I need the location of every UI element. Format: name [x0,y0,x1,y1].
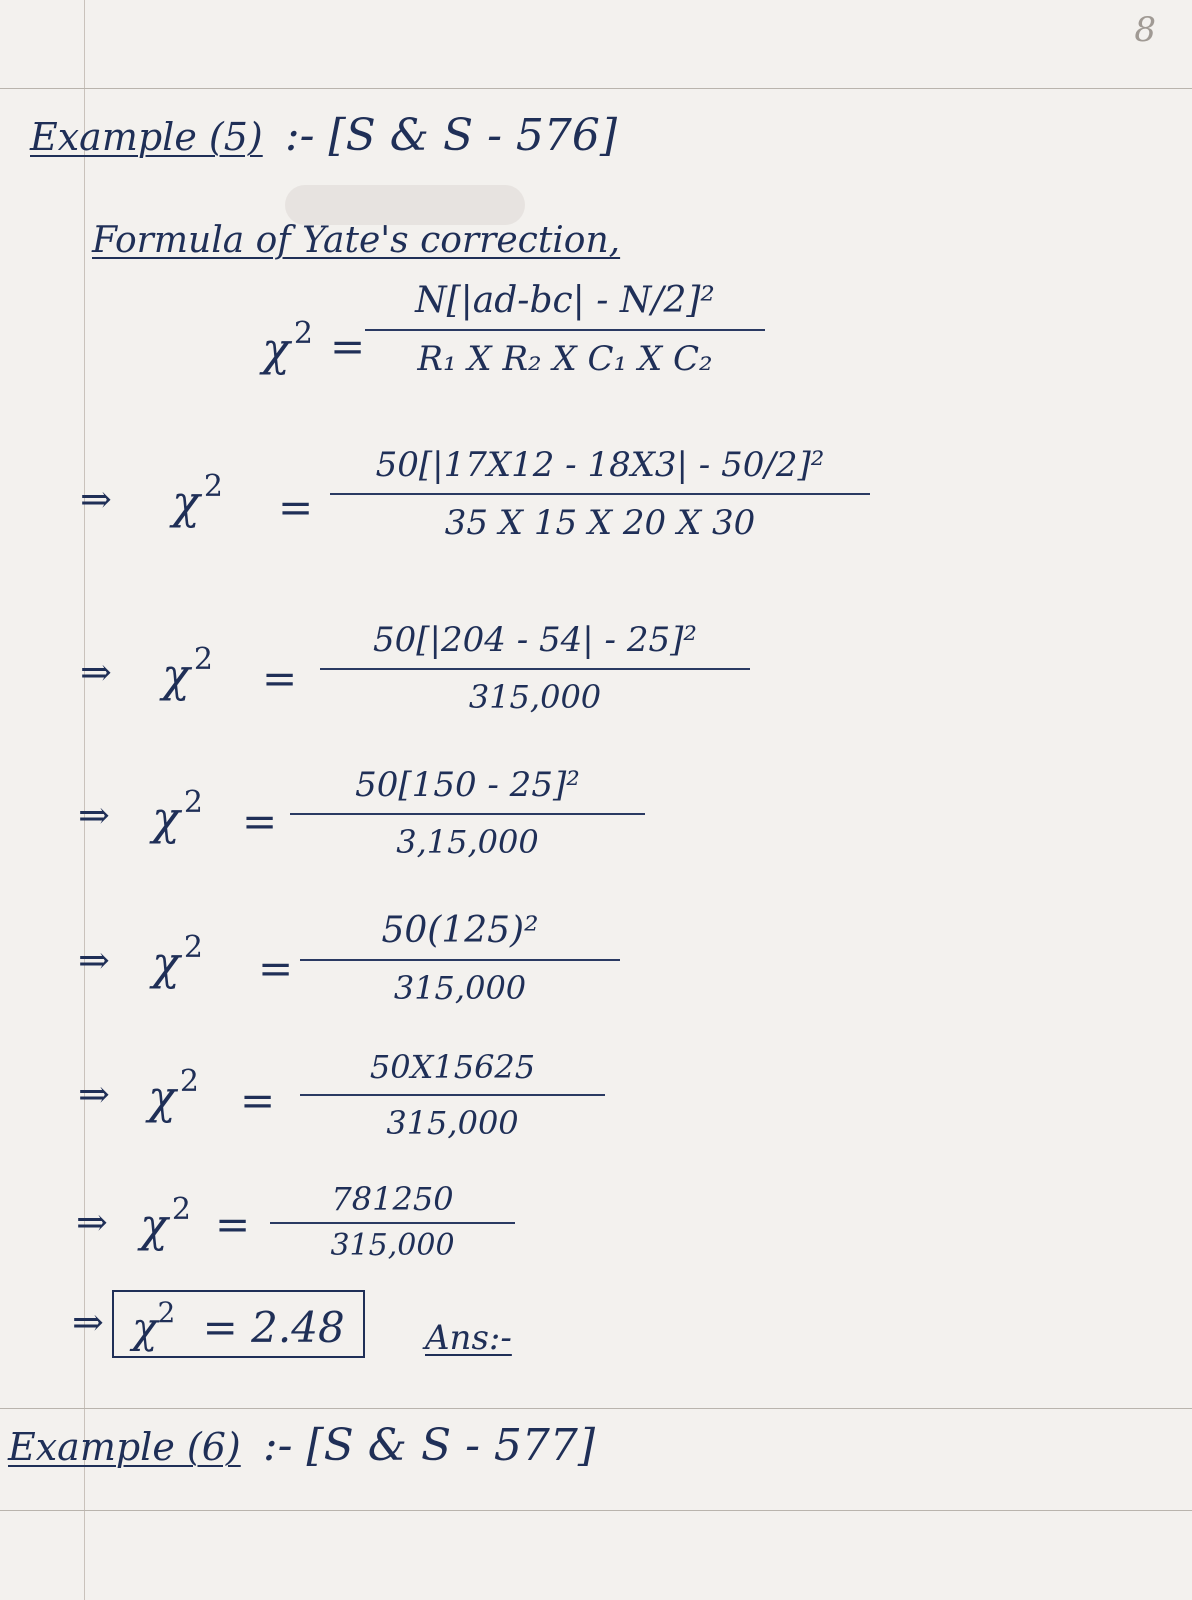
denominator: 35 X 15 X 20 X 30 [444,503,756,543]
implies-arrow: ⇒ [72,1300,104,1344]
fraction-bar [365,329,765,331]
step-4 [0,910,1192,1040]
step-3 [0,765,1192,895]
example-5-heading-row [30,110,617,161]
equals-sign: = [242,797,278,846]
step-5 [0,1048,1192,1168]
fraction [365,280,765,379]
fraction [300,1048,605,1142]
numerator: 50[150 - 25]² [355,765,580,805]
fraction [300,910,620,1007]
final-answer-box [112,1290,365,1358]
chi-square-symbol: χ $^2$ [140,1192,191,1252]
numerator: 50X15625 [369,1048,536,1086]
chi-square-symbol: χ $^2$ [172,469,223,529]
implies-arrow: ⇒ [80,477,112,521]
step-2 [0,620,1192,750]
fraction [290,765,645,861]
step-1 [0,445,1192,585]
denominator: 315,000 [386,1104,519,1142]
smudge [285,185,525,225]
denominator: 315,000 [330,1228,455,1263]
chi-square-symbol: χ $^2$ [148,1064,199,1124]
fraction-bar [330,493,870,495]
fraction [320,620,750,716]
formula-label: Formula of Yate's correction, [92,220,621,261]
denominator: R₁ X R₂ X C₁ X C₂ [417,339,713,379]
equals-sign: = [278,483,314,532]
equals-sign: = [330,322,366,371]
numerator: 50[|17X12 - 18X3| - 50/2]² [375,445,825,485]
chi-square-symbol: χ $^2$ [152,785,203,845]
page-number: 8 [1134,10,1156,50]
ruled-line [0,1510,1192,1511]
denominator: 315,000 [468,678,602,716]
denominator: 315,000 [393,969,527,1007]
fraction-bar [270,1222,515,1224]
fraction-bar [320,668,750,670]
example-5-ref: :- [S & S - 576] [284,110,618,161]
fraction-bar [290,813,645,815]
chi-square-symbol: $\chi^2$ [132,1296,176,1352]
numerator: N[|ad-bc| - N/2]² [415,280,715,321]
implies-arrow: ⇒ [78,793,110,837]
implies-arrow: ⇒ [78,1072,110,1116]
fraction [270,1180,515,1263]
numerator: 50(125)² [381,910,539,951]
chi-square-symbol: χ $^2$ [162,642,213,702]
answer-label: Ans:- [425,1318,512,1358]
denominator: 3,15,000 [396,823,539,861]
example-6-heading-row [8,1420,595,1471]
fraction-bar [300,1094,605,1096]
step-6 [0,1180,1192,1290]
numerator: 781250 [331,1180,454,1218]
implies-arrow: ⇒ [78,938,110,982]
chi-square-symbol: χ $^2$ [152,930,203,990]
ruled-line [0,1408,1192,1409]
example-5-heading: Example (5) [30,115,263,159]
equals-sign: = [262,654,298,703]
equals-sign: = [240,1076,276,1125]
ruled-line [0,88,1192,89]
equals-sign: = [258,944,294,993]
chi-square-symbol: χ $^2$ [262,316,313,376]
implies-arrow: ⇒ [76,1200,108,1244]
fraction [330,445,870,543]
example-6-ref: :- [S & S - 577] [262,1420,596,1471]
example-6-heading: Example (6) [8,1425,241,1469]
answer-value: = 2.48 [202,1303,345,1352]
numerator: 50[|204 - 54| - 25]² [373,620,697,660]
yates-formula [0,280,1192,420]
implies-arrow: ⇒ [80,650,112,694]
fraction-bar [300,959,620,961]
equals-sign: = [215,1200,251,1249]
